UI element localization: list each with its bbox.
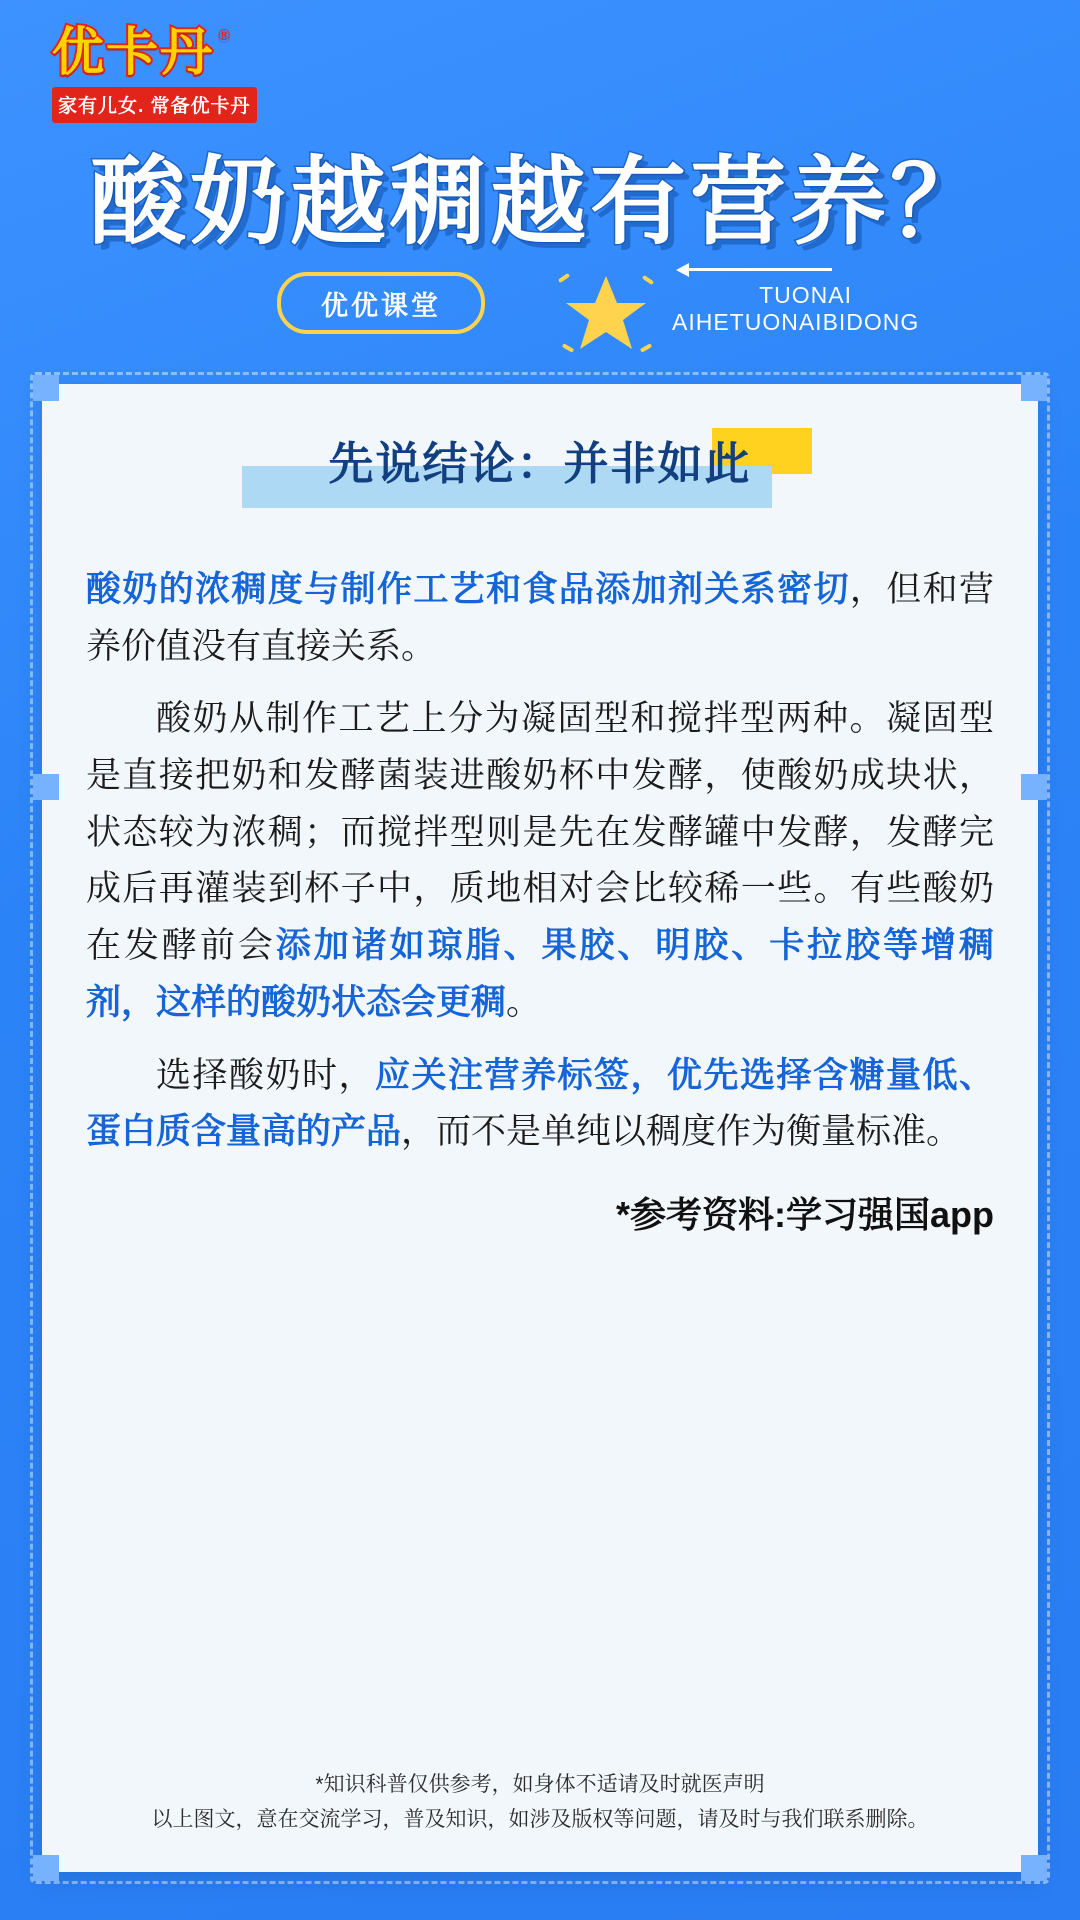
corner-marker-bottom-left	[33, 1855, 59, 1881]
footnote-line-1: *知识科普仅供参考，如身体不适请及时就医声明	[315, 1772, 765, 1796]
corner-marker-bottom-right	[1021, 1855, 1047, 1881]
corner-marker-top-left	[33, 375, 59, 401]
footnote-line-2: 以上图文，意在交流学习，普及知识，如涉及版权等问题，请及时与我们联系删除。	[151, 1808, 929, 1832]
article-body	[86, 562, 994, 1161]
page-title: 酸奶越稠越有营养？	[90, 149, 990, 256]
star-icon	[556, 262, 656, 362]
emphasized-text: 添加诸如琼脂、果胶、明胶、卡拉胶等增稠剂，这样的酸奶状态会更稠	[86, 926, 994, 1022]
left-arrow-icon	[672, 262, 852, 276]
emphasized-text: 酸奶的浓稠度与制作工艺和食品添加剂关系密切	[86, 570, 850, 609]
body-text-run: 酸奶从制作工艺上分为凝固型和搅拌型两种。凝固型是直接把奶和发酵菌装进酸奶杯中发酵，使酸奶成块状，状态较为浓稠；而搅拌型则是先在发酵罐中发酵，发酵完成后再灌装到杯子中，质地相对会比较稀一些。有些酸奶在发酵前会	[86, 699, 994, 966]
pinyin-line-2: AIHETUONAIBIDONG	[672, 309, 920, 335]
footnote	[82, 1767, 998, 1838]
body-text-run: ，但和营养价值没有直接关系。	[86, 570, 994, 666]
series-badge: 优优课堂	[277, 272, 485, 334]
pinyin-annotation	[672, 262, 920, 336]
brand-logo	[52, 26, 282, 123]
source-reference: *参考资料:学习强国app	[615, 1193, 994, 1235]
corner-marker-top-right	[1021, 375, 1047, 401]
registered-trademark-icon: ®	[218, 27, 233, 44]
body-text-run: 。	[506, 982, 542, 1022]
pinyin-line-1: TUONAI	[759, 282, 852, 308]
article-paragraph	[86, 562, 994, 675]
brand-logo-name: 优卡丹	[52, 24, 215, 82]
article-paragraph	[86, 691, 994, 1031]
body-text-run: ，而不是单纯以稠度作为衡量标准。	[401, 1112, 962, 1152]
conclusion-heading-text: 先说结论：并非如此	[328, 438, 752, 489]
corner-marker-mid-right	[1021, 774, 1047, 800]
article-paragraph	[86, 1048, 994, 1161]
corner-marker-mid-left	[33, 774, 59, 800]
emphasized-text: 应关注营养标签，优先选择含糖量低、蛋白质含量高的产品	[86, 1055, 994, 1152]
body-text-run: 选择酸奶时，	[156, 1055, 375, 1095]
content-card	[42, 384, 1038, 1872]
conclusion-heading	[280, 436, 800, 514]
brand-logo-text	[52, 24, 233, 82]
brand-slogan: 家有儿女. 常备优卡丹	[52, 87, 257, 123]
